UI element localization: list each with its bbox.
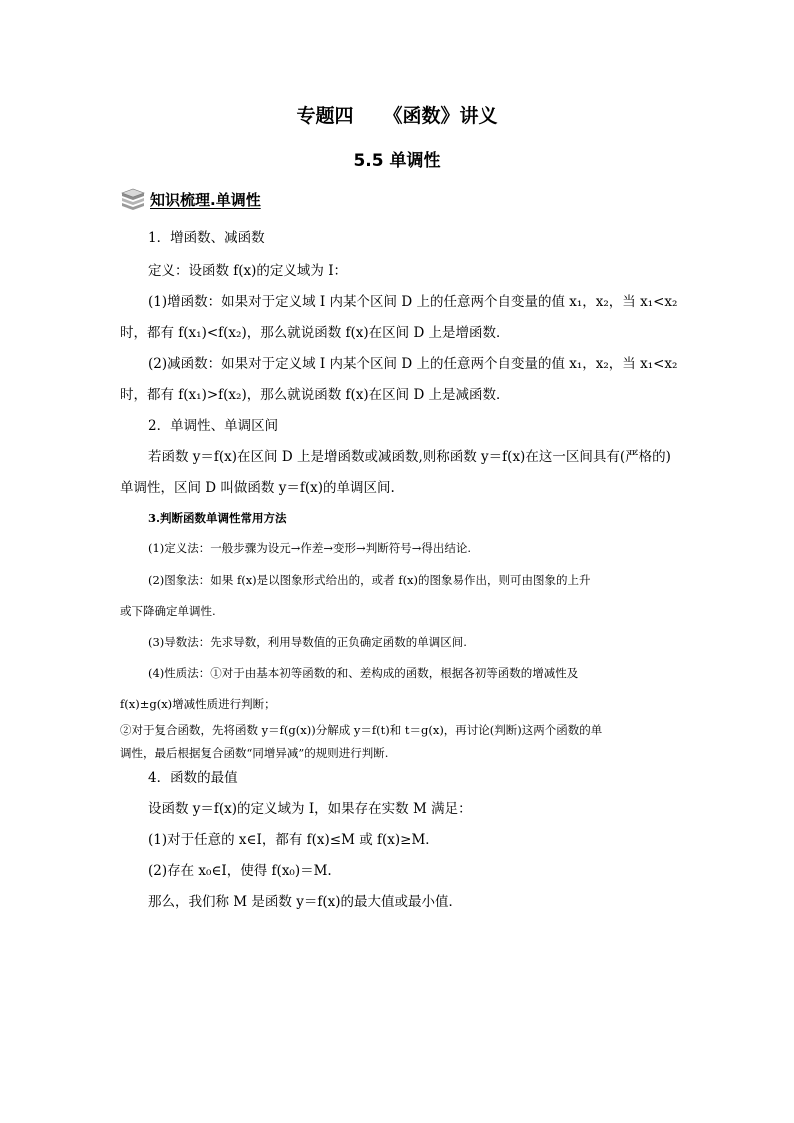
text-line: (1)对于任意的 x∈I，都有 f(x)≤M 或 f(x)≥M．: [148, 832, 439, 848]
text-line: 时，都有 f(x₁)>f(x₂)，那么就说函数 f(x)在区间 D 上是减函数．: [120, 387, 510, 403]
text-line: (2)减函数：如果对于定义域 I 内某个区间 D 上的任意两个自变量的值 x₁，x₂，当 x₁<x₂: [148, 356, 678, 372]
text-line: (3)导数法：先求导数，利用导数值的正负确定函数的单调区间.: [148, 635, 467, 649]
text-line: (2)存在 x₀∈I，使得 f(x₀)＝M.: [148, 863, 332, 879]
text-line: 或下降确定单调性.: [120, 604, 216, 618]
text-line: 设函数 y＝f(x)的定义域为 I，如果存在实数 M 满足：: [148, 801, 472, 817]
text-line: 3.判断函数单调性常用方法: [148, 511, 287, 525]
text-line: 时，都有 f(x₁)<f(x₂)，那么就说函数 f(x)在区间 D 上是增函数．: [120, 325, 510, 341]
text-line: (4)性质法：①对于由基本初等函数的和、差构成的函数，根据各初等函数的增减性及: [148, 666, 579, 680]
text-line: 1．增函数、减函数: [148, 230, 265, 246]
section-heading: [120, 188, 261, 210]
text-line: ②对于复合函数，先将函数 y＝f(g(x))分解成 y＝f(t)和 t＝g(x)，再讨论(判断)这两个函数的单: [120, 723, 603, 737]
text-line: (1)定义法：一般步骤为设元→作差→变形→判断符号→得出结论.: [148, 541, 471, 555]
title-topic: 专题四: [296, 105, 354, 127]
books-icon: [120, 188, 146, 210]
section-heading-label: 知识梳理.单调性: [150, 190, 261, 209]
text-line: f(x)±g(x)增减性质进行判断；: [120, 697, 276, 711]
text-line: 定义：设函数 f(x)的定义域为 I：: [148, 263, 348, 279]
text-line: 调性，最后根据复合函数“同增异减”的规则进行判断.: [120, 746, 389, 760]
text-line: 2．单调性、单调区间: [148, 418, 279, 434]
text-line: 单调性，区间 D 叫做函数 y＝f(x)的单调区间.: [120, 480, 395, 496]
text-line: 4．函数的最值: [148, 770, 238, 786]
title-subject: 《函数》讲义: [383, 105, 498, 127]
page-subtitle: 5.5 单调性: [353, 151, 441, 171]
text-line: 那么，我们称 M 是函数 y＝f(x)的最大值或最小值．: [148, 894, 462, 910]
text-line: (2)图象法：如果 f(x)是以图象形式给出的，或者 f(x)的图象易作出，则可由图象的上升: [148, 573, 591, 587]
text-line: 若函数 y＝f(x)在区间 D 上是增函数或减函数,则称函数 y＝f(x)在这一区间具有(严格的): [148, 449, 671, 465]
page-title: [0, 101, 794, 128]
text-line: (1)增函数：如果对于定义域 I 内某个区间 D 上的任意两个自变量的值 x₁，x₂，当 x₁<x₂: [148, 294, 678, 310]
